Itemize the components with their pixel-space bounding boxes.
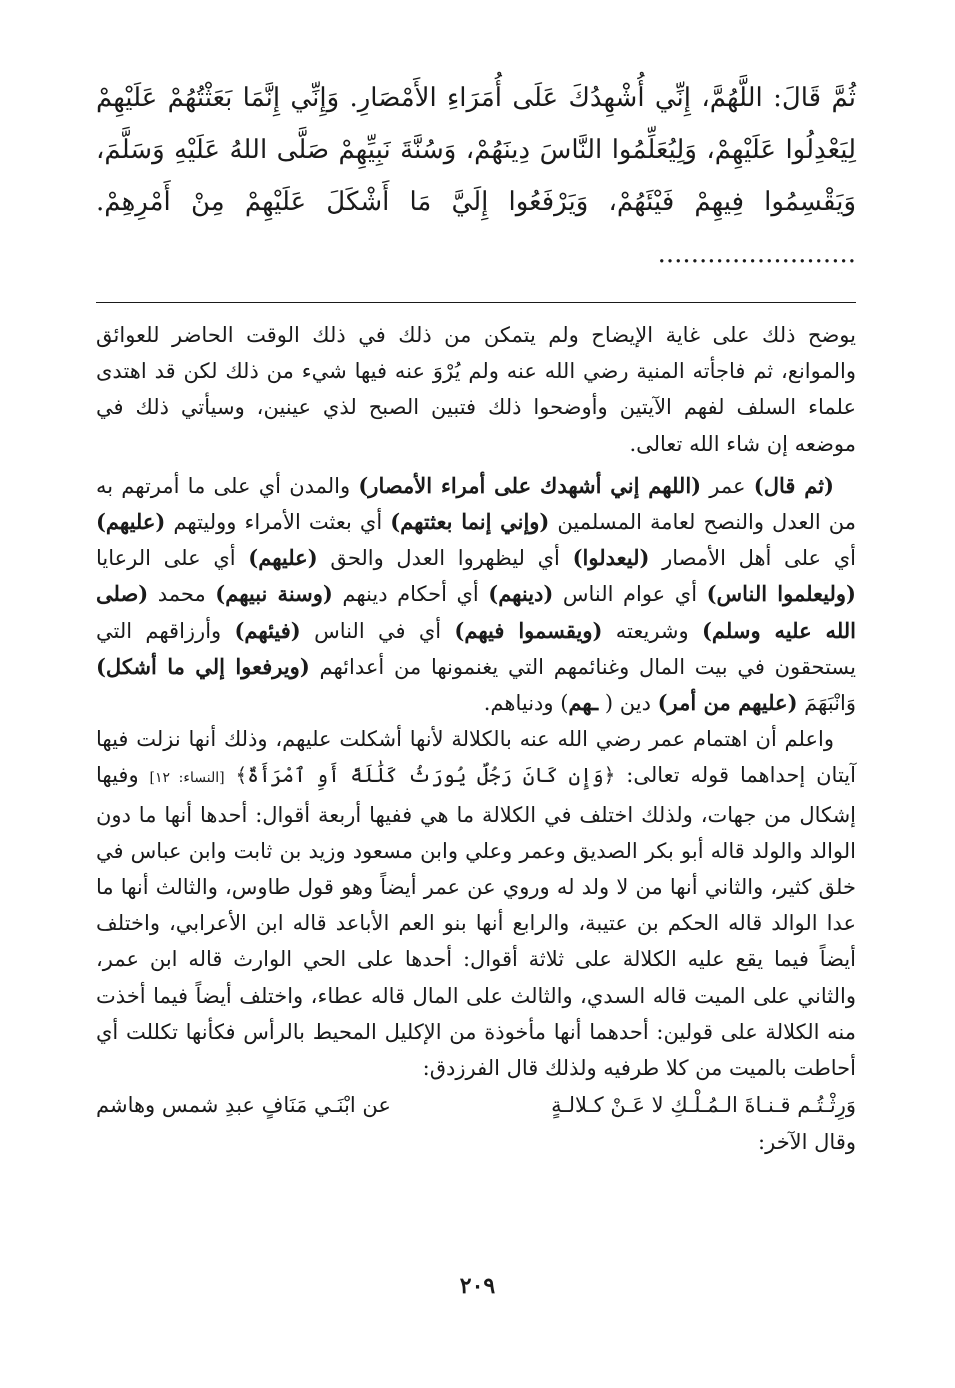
quoted-phrase: (وليعلموا الناس) [706, 581, 856, 607]
quoted-phrase: (عليهم من أمر) [657, 690, 798, 716]
quoted-phrase: (صلى الله عليه وسلم) [96, 581, 857, 643]
explanation-text: وشريعته [602, 618, 702, 643]
page-body [96, 72, 856, 1312]
separator-line [96, 302, 856, 303]
explanation-text: أي على أهل الأمصار [649, 546, 856, 571]
quoted-phrase: (ويقسموا فيهم) [454, 617, 603, 643]
explanation-text: أي بعثت الأمراء ووليتهم [165, 510, 391, 535]
quoted-phrase: (ويرفعوا إلي ما أشكل) [96, 653, 310, 679]
explanation-text: محمد [148, 582, 216, 607]
quoted-phrase: (عليهم) [96, 509, 166, 535]
explanation-text: وأرزاقهم التي يستحقون في بيت المال وغنائمهم التي يغنمونها من أعدائهم [96, 618, 856, 679]
kalala-text-after-verse: وفيها إشكال من جهات، ولذلك اختلف في الكلالة ما هي ففيها أربعة أقوال: أحدها أنها ما دون الوالد والولد قاله أبو بكر الصديق وعمر وعلي وابن مسعود وزيد بن ثابت وابن عباس في خلق كثير، والثاني أنها من لا ولد له وروي عن عمر أيضاً وهو قول طاوس، والثالث أنها ما عدا الوالد قاله الحكم بن عتيبة، والرابع أنها بنو العم الأباعد قاله ابن الأعرابي، واختلف أيضاً فيما يقع عليه الكلالة على ثلاثة أقوال: أحدها على الحي الوارث قاله ابن عمر، والثاني على الميت قاله السدي، والثالث على المال قاله عطاء، واختلف أيضاً فيما أخذت منه الكلالة على قولين: أحدهما أنها مأخوذة من الإكليل المحيط بالرأس فكأنها تكللت أي أحاطت بالميت من كلا طرفيه ولذلك قال الفرزدق: [96, 763, 856, 1081]
poem-hemistich-first: وَرِثْـتُـم قـنـاةَ الـمُـلْـكِ لا عَـنْ كـلالـةٍ [551, 1093, 856, 1118]
matn-hadith: ثُمَّ قَالَ: اللَّهُمَّ، إِنِّي أُشْهِدُكَ عَلَى أُمَرَاءِ الأَمْصَارِ. وَإِنِّي إِنَّمَا بَعَثْتُهُمْ عَلَيْهِمْ لِيَعْدِلُوا عَلَيْهِمْ، وَلِيُعَلِّمُوا النَّاسَ دِينَهُمْ، وَسُنَّةَ نَبِيِّهِمْ صَلَّى اللهُ عَلَيْهِ وَسَلَّمَ، وَيَقْسِمُوا فِيهِمْ فَيْئَهُمْ، وَيَرْفَعُوا إِلَيَّ مَا أَشْكَلَ عَلَيْهِمْ مِنْ أَمْرِهِمْ. [96, 83, 856, 217]
quoted-phrase: (وإني إنما بعثتهم) [390, 509, 550, 535]
explanation-text: أي ليظهروا العدل والحق [317, 546, 573, 571]
commentary-paragraph-kalala [96, 721, 856, 1086]
commentary-intro: يوضح ذلك على غاية الإيضاح ولم يتمكن من ذلك في ذلك الوقت الحاضر للعوائق والموانع، ثم فاجأته المنية رضي الله عنه ولم يُرْوَ عنه فيها شيء من ذلك لكن قد اهتدى علماء السلف لفهم الآيتين وأوضحوا ذلك فتبين الصبح لذي عينين، وسيأتي ذلك في موضعه إن شاء الله تعالى. [96, 323, 856, 456]
explanation-text: وَانْبَهَمَ [797, 691, 856, 716]
poem-hemistich-second: عن ابْنَـي مَنَافٍ عبدِ شمس وهاشم [96, 1093, 391, 1118]
commentary-outro: وقال الآخر: [758, 1130, 856, 1155]
explanation-text: أي أحكام دينهم [332, 582, 489, 607]
quoted-phrase: (فيئهم) [234, 617, 301, 643]
commentary [96, 317, 856, 1160]
explanation-text: أي على الرعايا [96, 546, 249, 571]
explanation-text: دين ( [598, 691, 658, 716]
quoted-phrase: (ثم قال) [753, 472, 834, 498]
quoted-phrase: (وسنة نبيهم) [215, 581, 333, 607]
matn-text [96, 72, 856, 280]
kalala-text-before-verse: واعلم أن اهتمام عمر رضي الله عنه بالكلالة لأنها أشكلت عليهم، وذلك أنها نزلت فيها آيتان إحداهما قوله تعالى: [96, 727, 856, 788]
poem-verse [96, 1086, 856, 1124]
quran-verse: ﴿وَإِن كَانَ رَجُلٌ يُورَثُ كَلَٰلَةً أَوِ ٱمْرَأَةٌ﴾ [235, 763, 616, 788]
commentary-paragraph-explanation [96, 468, 856, 721]
matn-dots: ........................ [657, 239, 856, 269]
explanation-text: أي في الناس [300, 618, 455, 643]
explanation-text: والمدن أي على ما أمرتهم به من العدل والنصح لعامة المسلمين [96, 473, 856, 535]
quoted-phrase: (اللهم إني أشهدك على أمراء الأمصار) [358, 472, 702, 498]
quoted-phrase: (دينهم) [488, 581, 554, 607]
page-number: ٢٠٩ [459, 1273, 496, 1299]
quoted-phrase: (عليهم) [248, 545, 318, 571]
explanation-text: عمر [701, 473, 754, 498]
quoted-phrase: ـهم [568, 690, 599, 716]
explanation-text: ) ودنياهم. [483, 691, 569, 716]
verse-reference: [النساء: ١٢] [149, 770, 225, 787]
quoted-phrase: (ليعدلوا) [572, 545, 650, 571]
explanation-text: أي عوام الناس [553, 582, 707, 607]
